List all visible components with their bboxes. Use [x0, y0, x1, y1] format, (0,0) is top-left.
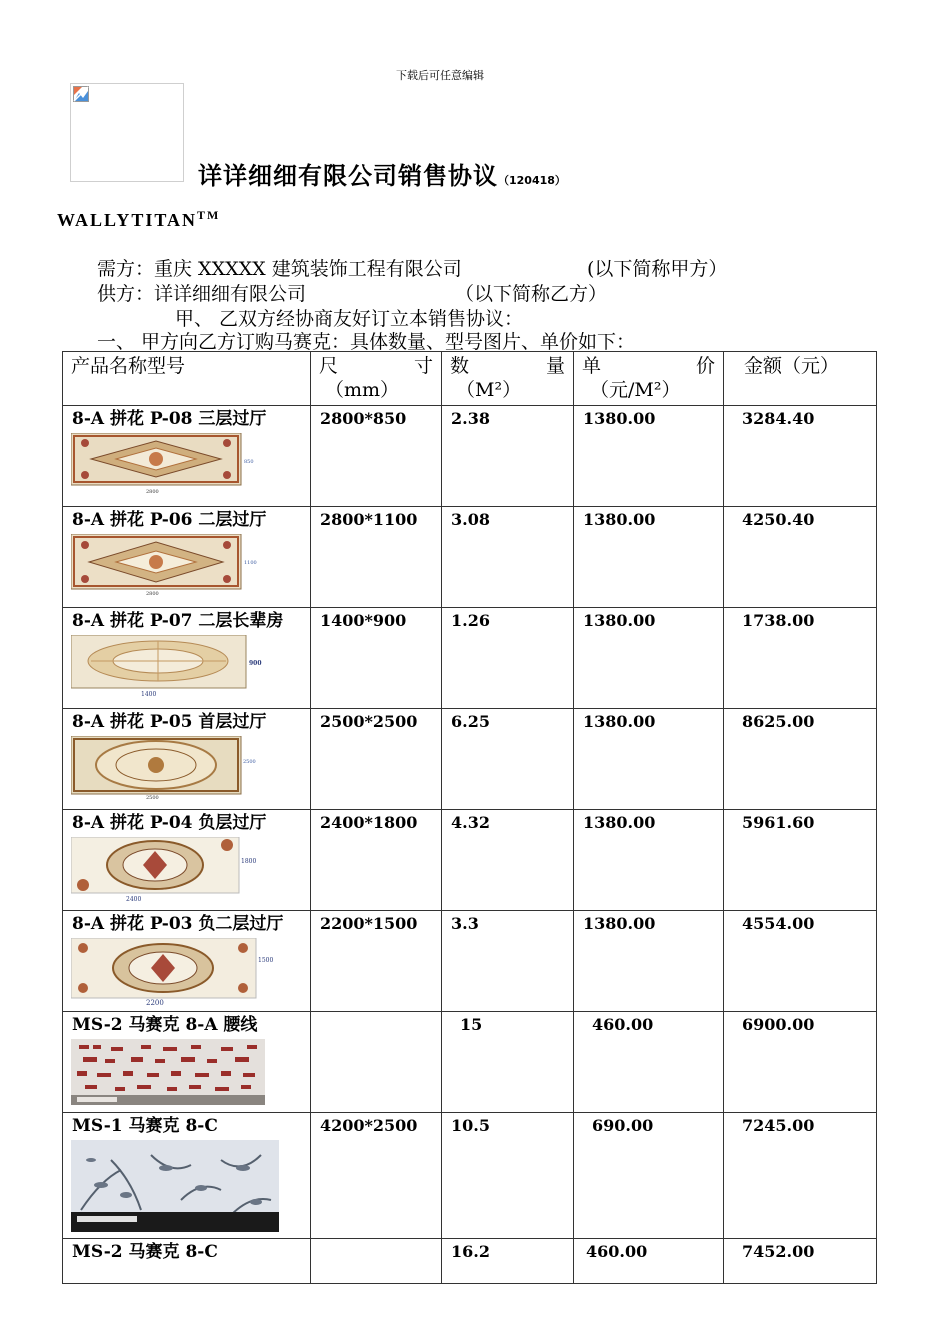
product-amount: 3284.40	[742, 409, 815, 428]
product-amount: 4250.40	[742, 510, 815, 529]
product-size	[311, 1239, 441, 1242]
seller-text: 供方：详详细细有限公司	[97, 283, 307, 305]
floor-medallion-image	[71, 534, 261, 596]
product-name: 8-A 拼花 P-03 负二层过厅	[72, 914, 284, 934]
floor-medallion-image	[71, 433, 261, 495]
image-dimension-label: 2800	[146, 591, 159, 596]
product-unit-price: 1380.00	[583, 914, 656, 933]
product-amount: 8625.00	[742, 712, 815, 731]
image-dimension-label: 850	[244, 459, 254, 465]
product-name: 8-A 拼花 P-07 二层长辈房	[72, 611, 284, 631]
product-amount: 6900.00	[742, 1015, 815, 1034]
product-size	[311, 1012, 441, 1015]
product-name: 8-A 拼花 P-08 三层过厅	[72, 409, 267, 429]
product-size: 2400*1800	[320, 813, 418, 832]
agreement-line: 甲、 乙双方经协商友好订立本销售协议：	[175, 308, 524, 330]
product-name: MS-2 马赛克 8-A 腰线	[72, 1015, 258, 1035]
image-dimension-label: 2800	[146, 489, 159, 495]
header-product-name: 产品名称型号	[63, 352, 311, 406]
title-code: （120418）	[498, 174, 566, 187]
broken-image-icon	[73, 86, 89, 102]
product-quantity: 1.26	[451, 611, 490, 630]
product-unit-price: 1380.00	[583, 712, 656, 731]
product-table	[62, 351, 877, 1284]
floor-medallion-image	[71, 837, 271, 903]
table-row	[63, 507, 877, 608]
table-row	[63, 608, 877, 709]
seller-alias: （以下简称乙方）	[455, 283, 608, 305]
table-row	[63, 1012, 877, 1113]
product-name: MS-1 马赛克 8-C	[72, 1116, 218, 1136]
buyer-text: 需方：重庆 XXXXX 建筑装饰工程有限公司	[97, 258, 462, 280]
image-dimension-label: 1100	[244, 560, 257, 566]
product-name: 8-A 拼花 P-06 二层过厅	[72, 510, 267, 530]
product-quantity: 15	[460, 1015, 483, 1034]
product-size: 2800*1100	[320, 510, 418, 529]
floor-medallion-image	[71, 938, 281, 1006]
title-text: 详详细细有限公司销售协议	[198, 162, 498, 190]
image-dimension-label: 2500	[146, 795, 159, 800]
header-quantity: 数 量 （M²）	[442, 352, 574, 406]
buyer-line	[97, 254, 728, 281]
product-unit-price: 460.00	[592, 1015, 654, 1034]
product-name: 8-A 拼花 P-05 首层过厅	[72, 712, 267, 732]
product-quantity: 3.3	[451, 914, 479, 933]
product-size: 1400*900	[320, 611, 407, 630]
table-header-row	[63, 352, 877, 406]
product-unit-price: 1380.00	[583, 611, 656, 630]
table-row	[63, 1113, 877, 1239]
product-unit-price: 690.00	[592, 1116, 654, 1135]
header-unit-price: 单 价 （元/M²）	[574, 352, 724, 406]
product-quantity: 4.32	[451, 813, 490, 832]
image-dimension-label: 1500	[258, 957, 274, 964]
header-size: 尺 寸 （mm）	[311, 352, 442, 406]
product-amount: 1738.00	[742, 611, 815, 630]
image-dimension-label: 1800	[241, 858, 257, 865]
table-row	[63, 1239, 877, 1284]
image-dimension-label: 2500	[243, 759, 256, 765]
table-row	[63, 406, 877, 507]
product-size: 4200*2500	[320, 1116, 418, 1135]
product-size: 2800*850	[320, 409, 407, 428]
image-dimension-label: 1400	[141, 691, 157, 697]
product-quantity: 2.38	[451, 409, 490, 428]
header-amount: 金额（元）	[724, 352, 877, 406]
product-amount: 4554.00	[742, 914, 815, 933]
product-quantity: 6.25	[451, 712, 490, 731]
product-amount: 7245.00	[742, 1116, 815, 1135]
floor-medallion-image	[71, 635, 271, 697]
product-size: 2500*2500	[320, 712, 418, 731]
mosaic-sample-image	[71, 1140, 279, 1232]
product-unit-price: 1380.00	[583, 409, 656, 428]
image-dimension-label: 2400	[126, 896, 142, 903]
table-row	[63, 911, 877, 1012]
table-row	[63, 810, 877, 911]
image-dimension-label: 900	[249, 660, 262, 667]
document-title	[198, 156, 566, 191]
product-amount: 5961.60	[742, 813, 815, 832]
logo-placeholder	[70, 83, 184, 182]
floor-medallion-image	[71, 736, 271, 800]
product-name: MS-2 马赛克 8-C	[72, 1242, 218, 1262]
product-quantity: 10.5	[451, 1116, 490, 1135]
image-dimension-label: 2200	[146, 999, 164, 1006]
brand-name: WALLYTITAN	[57, 210, 198, 230]
seller-line	[97, 279, 608, 306]
product-size: 2200*1500	[320, 914, 418, 933]
section-one-heading: 一、 甲方向乙方订购马赛克：具体数量、型号图片、单价如下：	[97, 331, 636, 353]
product-unit-price: 460.00	[586, 1242, 648, 1261]
product-unit-price: 1380.00	[583, 813, 656, 832]
product-quantity: 16.2	[451, 1242, 490, 1261]
product-unit-price: 1380.00	[583, 510, 656, 529]
product-name: 8-A 拼花 P-04 负层过厅	[72, 813, 267, 833]
buyer-alias: (以下简称甲方）	[587, 258, 728, 280]
mosaic-sample-image	[71, 1039, 267, 1107]
product-amount: 7452.00	[742, 1242, 815, 1261]
trademark-mark: TM	[197, 208, 221, 222]
product-quantity: 3.08	[451, 510, 490, 529]
table-row	[63, 709, 877, 810]
brand-logo-text	[57, 208, 220, 231]
header-note: 下载后可任意编辑	[396, 69, 484, 82]
